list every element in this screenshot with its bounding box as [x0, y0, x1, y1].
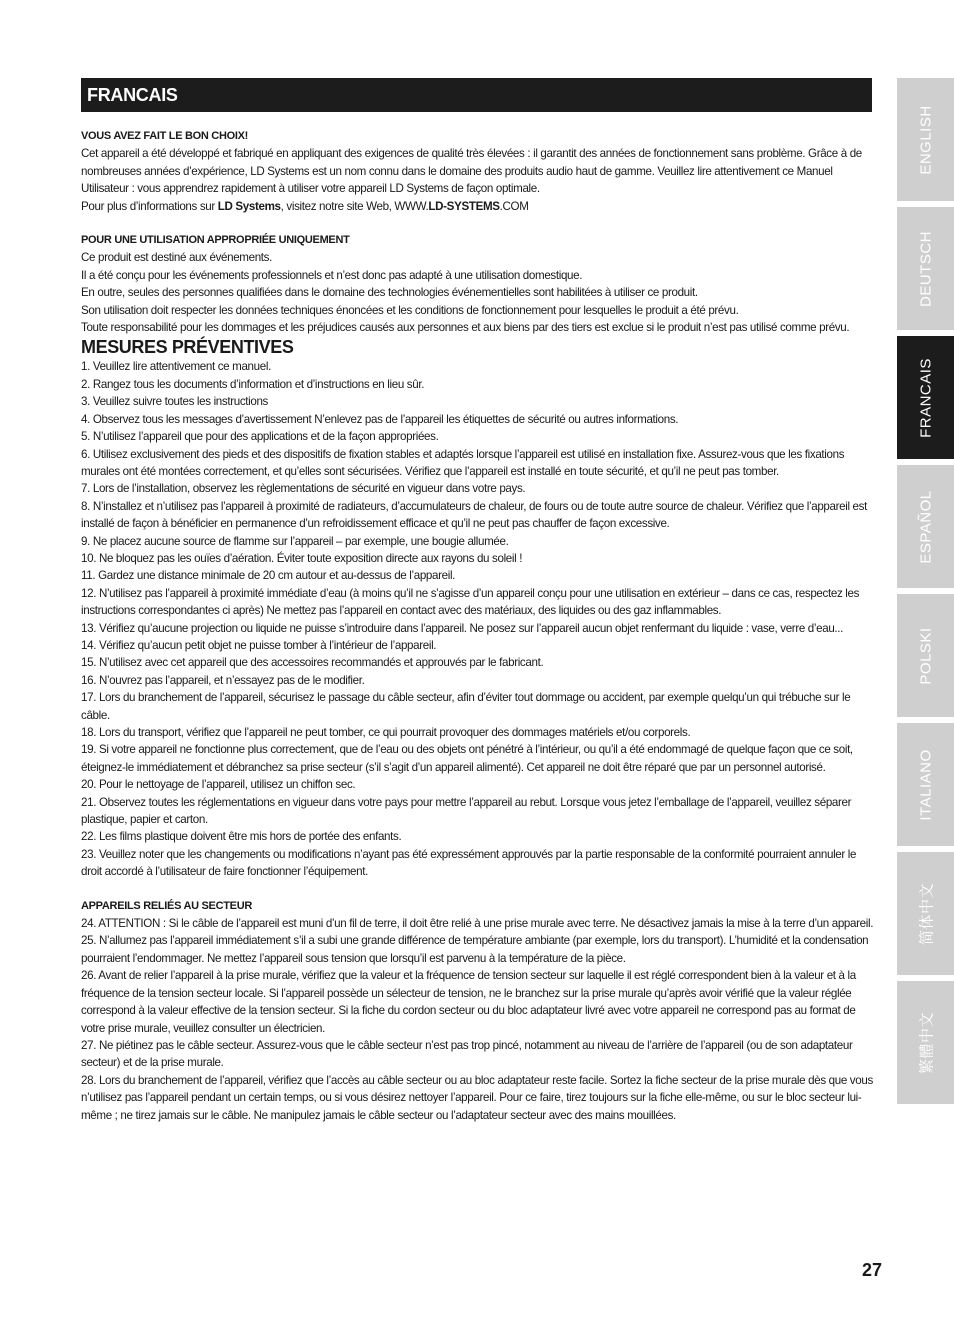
list-item: 9. Ne placez aucune source de flamme sur l’appareil – par exemple, une bougie allumée. [81, 534, 509, 548]
site-name: LD-SYSTEMS [428, 199, 500, 213]
mains-list [81, 915, 874, 1124]
list-item: 15. N’utilisez avec cet appareil que des accessoires recommandés et approuvés par le fabricant. [81, 656, 544, 670]
intro-text: Cet appareil a été développé et fabriqué en appliquant des exigences de qualité très élevées : il garantit des années de fonctionnement sans problème. Grâce à de nombreuses années d’expérience, LD Systems est un nom connu dans le domaine des produits audio haut de gamme. Veuillez lire attentivement ce Manuel Utilisateur : vous apprendrez rapidement à utiliser votre appareil LD Systems de façon optimale. [81, 147, 862, 196]
intended-use-heading: POUR UNE UTILISATION APPROPRIÉE UNIQUEMENT [81, 234, 350, 247]
list-item: 6. Utilisez exclusivement des pieds et des dispositifs de fixation stables et adaptés lorsque l’appareil est utilisé en installation fixe. Assurez-vous que les fixations murales ont été montées correctement, et qu’elles sont sécurisées. Vérifiez que l’appareil est installé en toute sécurité, et qu’il ne peut pas tomber. [81, 447, 845, 478]
list-item: 10. Ne bloquez pas les ouïes d’aération. Éviter toute exposition directe aux rayons du soleil ! [81, 551, 523, 565]
more-prefix: Pour plus d’informations sur [81, 199, 218, 213]
section-title: FRANCAIS [87, 85, 178, 105]
list-item: 13. Vérifiez qu’aucune projection ou liquide ne puisse s’introduire dans l’appareil. Ne posez sur l’appareil aucun objet renfermant du liquide : vase, verre d’eau... [81, 621, 844, 635]
language-tab-label: FRANCAIS [917, 357, 934, 438]
list-item: 8. N’installez et n’utilisez pas l’appareil à proximité de radiateurs, d’accumulateurs de chaleur, de fours ou de toute autre source de chaleur. Vérifiez que l’appareil est installé de façon à bénéficier en permanence d’un refroidissement efficace et qu’il ne peut pas chauffer de façon excessive. [81, 499, 867, 531]
language-tab[interactable] [897, 852, 954, 975]
list-item: 5. N’utilisez l’appareil que pour des applications et de la façon appropriées. [81, 430, 439, 444]
list-item: 14. Vérifiez qu’aucun petit objet ne puisse tomber à l’intérieur de l’appareil. [81, 638, 437, 652]
page-number: 27 [862, 1260, 883, 1280]
site-suffix: .COM [499, 199, 529, 213]
list-item: 16. N’ouvrez pas l’appareil, et n’essayez pas de le modifier. [81, 673, 365, 687]
list-item: 7. Lors de l’installation, observez les règlementations de sécurité en vigueur dans votre pays. [81, 482, 526, 496]
list-item: 22. Les films plastique doivent être mis hors de portée des enfants. [81, 830, 402, 844]
intro-more [81, 198, 874, 215]
language-tab[interactable] [897, 594, 954, 717]
precautions-list [81, 358, 874, 880]
list-item: 17. Lors du branchement de l’appareil, sécurisez le passage du câble secteur, afin d’éviter tout dommage ou accident, par exemple quelqu’un qui trébuche sur le câble. [81, 691, 851, 722]
list-item: Il a été conçu pour les événements professionnels et n’est donc pas adapté à une utilisation domestique. [81, 268, 583, 282]
list-item: 28. Lors du branchement de l’appareil, vérifiez que l’accès au câble secteur ou au bloc adaptateur reste facile. Sortez la fiche secteur de la prise murale dès que vous n’utilisez pas l’appareil pendant un certain temps, ou si vous désirez nettoyer l’appareil. Pour ce faire, tirez toujours sur la fiche elle-même, ou sur le bloc secteur lui-même ; ne tirez jamais sur le câble. Ne manipulez jamais le câble secteur ou l’adaptateur secteur avec des mains mouillées. [81, 1073, 873, 1122]
document-body [81, 128, 874, 1124]
language-tab[interactable] [897, 336, 954, 459]
more-middle: , visitez notre site Web, WWW. [280, 199, 429, 213]
mains-heading: APPAREILS RELIÉS AU SECTEUR [81, 899, 252, 912]
language-tab-label: 简体中文 [918, 882, 935, 945]
list-item: Ce produit est destiné aux événements. [81, 251, 273, 265]
language-tab[interactable] [897, 723, 954, 846]
list-item: 4. Observez tous les messages d’avertissement N’enlevez pas de l’appareil les étiquettes de sécurité ou autres informations. [81, 412, 679, 426]
language-tab[interactable] [897, 981, 954, 1104]
language-tab[interactable] [897, 465, 954, 588]
list-item: 23. Veuillez noter que les changements ou modifications n’ayant pas été expressément approuvés par la partie responsable de la conformité pourraient annuler le droit accordé à l’utilisateur de faire fonctionner l’équipement. [81, 847, 857, 879]
list-item: 18. Lors du transport, vérifiez que l’appareil ne peut tomber, ce qui pourrait provoquer des dommages matériels et/ou corporels. [81, 726, 691, 739]
list-item: 26. Avant de relier l’appareil à la prise murale, vérifiez que la valeur et la fréquence de tension secteur sur laquelle il est réglé correspondent bien à la valeur et à la fréquence de la tension secteur locale. Si l’appareil possède un sélecteur de tension, ne le branchez sur la prise murale qu’après avoir vérifié que la valeur réglée correspond à la valeur effective de la tension secteur. Si la fiche du cordon secteur ou du bloc adaptateur livré avec votre appareil ne correspond pas au format de votre prise murale, veuillez consulter un électricien. [81, 969, 856, 1035]
language-tab-label: DEUTSCH [917, 230, 934, 307]
language-tab-label: ENGLISH [917, 104, 934, 175]
language-tab-label: ITALIANO [917, 748, 934, 821]
intended-use-list [81, 249, 874, 336]
list-item: En outre, seules des personnes qualifiées dans le domaine des technologies événementielles sont habilitées à utiliser ce produit. [81, 286, 698, 300]
list-item: Toute responsabilité pour les dommages et les préjudices causés aux personnes et aux biens par des tiers est exclue si le produit n’est pas utilisé comme prévu. [81, 321, 850, 335]
language-tab[interactable] [897, 207, 954, 330]
list-item: 20. Pour le nettoyage de l’appareil, utilisez un chiffon sec. [81, 778, 356, 792]
list-item: 12. N’utilisez pas l’appareil à proximité immédiate d’eau (à moins qu’il ne s’agisse d’un appareil conçu pour une utilisation en extérieur – dans ce cas, respectez les instructions correspondantes ci après) Ne mettez pas l’appareil en contact avec des matériaux, des liquides ou des gaz inflammables. [81, 586, 860, 618]
language-tab-label: ESPAÑOL [917, 489, 934, 564]
list-item: 1. Veuillez lire attentivement ce manuel. [81, 360, 271, 374]
list-item: 2. Rangez tous les documents d’information et d’instructions en lieu sûr. [81, 377, 425, 391]
intro-heading: VOUS AVEZ FAIT LE BON CHOIX! [81, 130, 248, 142]
list-item: 27. Ne piétinez pas le câble secteur. Assurez-vous que le câble secteur n’est pas trop pincé, notamment au niveau de l’arrière de l’appareil (ou de son adaptateur secteur) et de la prise murale. [81, 1038, 853, 1070]
language-tab[interactable] [897, 78, 954, 201]
list-item: 24. ATTENTION : Si le câble de l’appareil est muni d’un fil de terre, il doit être relié à une prise murale avec terre. Ne désactivez jamais la mise à la terre d’un appareil. [81, 917, 874, 931]
brand-name: LD Systems [217, 199, 281, 213]
list-item: 19. Si votre appareil ne fonctionne plus correctement, que de l’eau ou des objets ont pénétré à l’intérieur, ou qu’il a été endommagé de quelque façon que ce soit, éteignez-le immédiatement et débranchez sa prise secteur (s’il s’agit d’un appareil alimenté). Cet appareil ne doit être réparé que par un personnel autorisé. [81, 743, 853, 774]
list-item: 11. Gardez une distance minimale de 20 cm autour et au-dessus de l’appareil. [81, 569, 456, 583]
section-header [81, 78, 872, 112]
language-tab-label: 繁體中文 [918, 1011, 935, 1074]
precautions-heading: MESURES PRÉVENTIVES [81, 337, 294, 358]
list-item: Son utilisation doit respecter les données techniques énoncées et les conditions de fonctionnement pour lesquelles le produit a été prévu. [81, 303, 739, 317]
list-item: 3. Veuillez suivre toutes les instructions [81, 395, 269, 409]
list-item: 21. Observez toutes les réglementations en vigueur dans votre pays pour mettre l’appareil au rebut. Lorsque vous jetez l’emballage de l’appareil, veuillez séparer plastique, papier et carton. [81, 795, 852, 827]
list-item: 25. N’allumez pas l’appareil immédiatement s’il a subi une grande différence de température ambiante (par exemple, lors du transport). L’humidité et la condensation pourraient l’endommager. Ne mettez l’appareil sous tension que lorsqu’il est parvenu à la température de la pièce. [81, 934, 869, 965]
language-tab-label: POLSKI [917, 626, 934, 685]
language-sidebar [897, 78, 954, 1110]
